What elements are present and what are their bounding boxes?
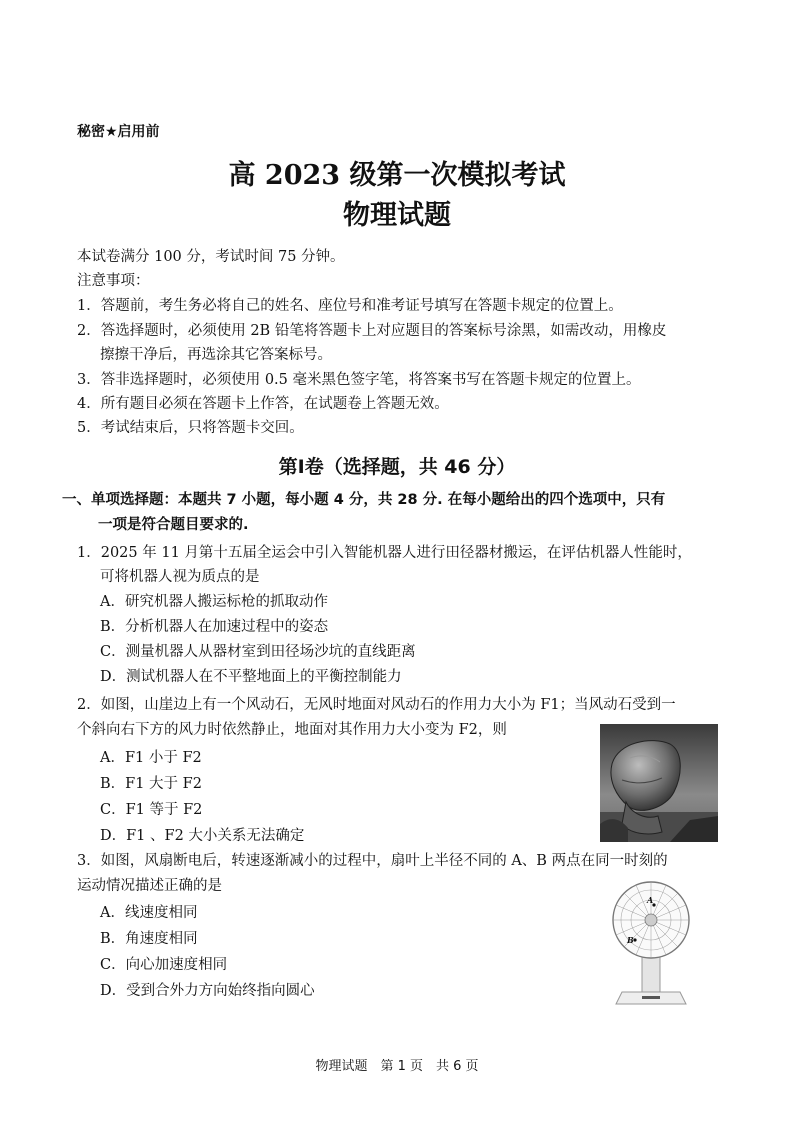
- wind-rock-image: [600, 724, 718, 842]
- q2-option-c: C．F1 等于 F2: [100, 802, 203, 818]
- page-footer: 物理试题 第 1 页 共 6 页: [315, 1059, 479, 1074]
- exam-info: 本试卷满分 100 分，考试时间 75 分钟。: [77, 249, 345, 265]
- note-4: 4．所有题目必须在答题卡上作答，在试题卷上答题无效。: [77, 396, 449, 412]
- confidential-mark: 秘密★启用前: [77, 124, 160, 140]
- q2-option-a: A．F1 小于 F2: [100, 750, 202, 766]
- q3-stem: 3．如图，风扇断电后，转速逐渐减小的过程中，扇叶上半径不同的 A、B 两点在同一时刻的: [77, 853, 668, 869]
- q3-option-c: C．向心加速度相同: [100, 957, 228, 973]
- q1-option-d: D．测试机器人在不平整地面上的平衡控制能力: [100, 669, 402, 685]
- q2-stem: 2．如图，山崖边上有一个风动石，无风时地面对风动石的作用力大小为 F1；当风动石受到一: [77, 697, 676, 713]
- note-2: 2．答选择题时，必须使用 2B 铅笔将答题卡上对应题目的答案标号涂黑，如需改动，用橡皮: [77, 323, 667, 339]
- note-2-cont: 擦擦干净后，再选涂其它答案标号。: [100, 347, 332, 363]
- q3-stem-cont: 运动情况描述正确的是: [77, 878, 222, 894]
- q3-option-d: D．受到合外力方向始终指向圆心: [100, 983, 315, 999]
- part1-instruction: 一、单项选择题：本题共 7 小题，每小题 4 分，共 28 分. 在每小题给出的四个选项中，只有: [62, 492, 666, 508]
- fan-label-a: A: [647, 895, 654, 905]
- q2-option-d: D．F1 、F2 大小关系无法确定: [100, 828, 305, 844]
- q2-option-b: B．F1 大于 F2: [100, 776, 202, 792]
- note-3: 3．答非选择题时，必须使用 0.5 毫米黑色签字笔，将答案书写在答题卡规定的位置上。: [77, 372, 641, 388]
- q1-option-b: B．分析机器人在加速过程中的姿态: [100, 619, 329, 635]
- q2-stem-cont: 个斜向右下方的风力时依然静止，地面对其作用力大小变为 F2，则: [77, 722, 507, 738]
- q1-stem: 1．2025 年 11 月第十五届全运会中引入智能机器人进行田径器材搬运，在评估机器人性能时，: [77, 545, 692, 561]
- q3-option-b: B．角速度相同: [100, 931, 198, 947]
- note-1: 1．答题前，考生务必将自己的姓名、座位号和准考证号填写在答题卡规定的位置上。: [77, 298, 623, 314]
- fan-label-b: B: [627, 935, 634, 945]
- q1-option-c: C．测量机器人从器材室到田径场沙坑的直线距离: [100, 644, 416, 660]
- section-title: 第Ⅰ卷（选择题，共 46 分）: [278, 456, 516, 478]
- part1-instruction-cont: 一项是符合题目要求的.: [98, 517, 249, 533]
- q1-stem-cont: 可将机器人视为质点的是: [100, 569, 260, 585]
- fan-image: [608, 878, 694, 1010]
- note-5: 5．考试结束后，只将答题卡交回。: [77, 420, 304, 436]
- notes-heading: 注意事项：: [77, 273, 150, 289]
- exam-title: 高 2023 级第一次模拟考试: [228, 160, 566, 191]
- q1-option-a: A．研究机器人搬运标枪的抓取动作: [100, 594, 328, 610]
- q3-option-a: A．线速度相同: [100, 905, 198, 921]
- exam-subject: 物理试题: [343, 200, 451, 231]
